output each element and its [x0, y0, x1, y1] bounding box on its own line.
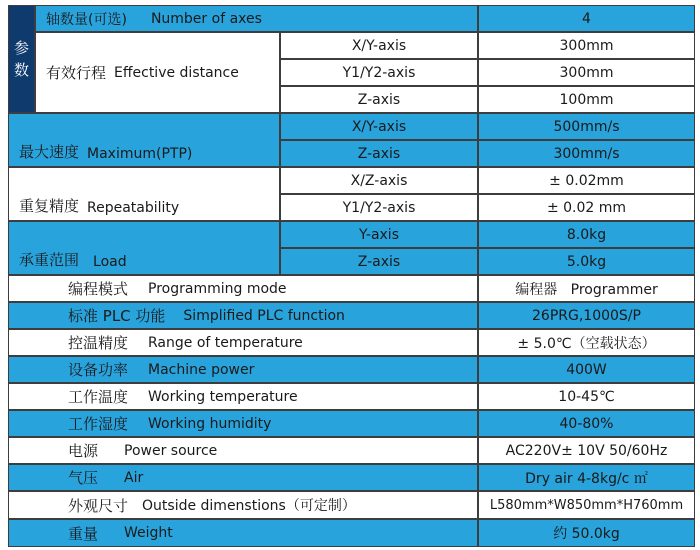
effective-value-3-text: 100mm	[559, 91, 614, 108]
speed-axis-2	[280, 140, 478, 167]
load-axis-2-text: Z-axis	[357, 253, 401, 270]
speed-axis-1	[280, 113, 478, 140]
spec-row-label	[8, 302, 478, 329]
spec-row-label	[8, 437, 478, 464]
repeat-axis-1-text: X/Z-axis	[350, 172, 408, 189]
working-humidity-cn: 工作湿度	[68, 415, 129, 433]
axes-label-en: Number of axes	[150, 10, 262, 27]
load-axis-2	[280, 248, 478, 275]
outside-dimensions-value-text: L580mm*W850mm*H760mm	[489, 497, 684, 513]
spec-row-label	[8, 491, 478, 519]
machine-power-value	[478, 356, 695, 383]
air-value	[478, 464, 695, 491]
effective-axis-3-text: Z-axis	[357, 91, 401, 108]
weight-value-text: 约 50.0kg	[553, 526, 620, 542]
working-temperature-value-text: 10-45℃	[558, 388, 615, 405]
load-label	[8, 221, 280, 275]
effective-axis-1	[280, 32, 478, 59]
speed-label	[8, 113, 280, 167]
temperature-range-value	[478, 329, 695, 356]
load-value-1	[478, 221, 695, 248]
plc-function-value	[478, 302, 695, 329]
air-cn: 气压	[68, 469, 99, 487]
spec-row-label	[8, 410, 478, 437]
weight-value	[478, 519, 695, 547]
spec-row-label	[8, 356, 478, 383]
axes-label-cn: 轴数量(可选)	[46, 11, 127, 28]
outside-dimensions-value	[478, 491, 695, 519]
axes-value	[478, 5, 695, 32]
power-source-en: Power source	[124, 442, 218, 459]
axes-label	[35, 5, 478, 32]
working-temperature-en: Working temperature	[148, 388, 298, 405]
load-value-2-text: 5.0kg	[566, 253, 607, 270]
load-label-cn: 承重范围	[19, 251, 80, 269]
repeat-label-cn: 重复精度	[19, 197, 80, 215]
programming-mode-value	[478, 275, 695, 302]
effective-value-3	[478, 86, 695, 113]
repeat-axis-2	[280, 194, 478, 221]
temperature-range-cn: 控温精度	[68, 334, 129, 352]
outside-dimensions-cn: 外观尺寸	[68, 496, 129, 515]
sidebar-char-2: 数	[13, 61, 29, 79]
weight-en: Weight	[124, 525, 173, 541]
repeat-value-2	[478, 194, 695, 221]
power-source-cn: 电源	[68, 442, 99, 460]
plc-function-en: Simplified PLC function	[183, 307, 345, 324]
working-temperature-value	[478, 383, 695, 410]
speed-label-en: Maximum(PTP)	[87, 146, 193, 162]
plc-function-value-text: 26PRG,1000S/P	[532, 307, 641, 324]
repeat-label-en: Repeatability	[87, 200, 180, 216]
effective-value-1	[478, 32, 695, 59]
load-value-1-text: 8.0kg	[566, 226, 607, 243]
speed-value-1	[478, 113, 695, 140]
repeat-axis-1	[280, 167, 478, 194]
air-value-text: Dry air 4-8kg/c ㎡	[525, 470, 648, 487]
temperature-range-value-text: ± 5.0℃（空载状态）	[517, 335, 656, 352]
speed-axis-1-text: X/Y-axis	[351, 118, 407, 135]
working-temperature-cn: 工作温度	[68, 388, 129, 406]
programming-mode-cn: 编程模式	[68, 280, 129, 298]
spec-row-label	[8, 329, 478, 356]
axes-value-text: 4	[582, 10, 591, 27]
speed-value-2-text: 300mm/s	[553, 145, 620, 162]
outside-dimensions-en: Outside dimenstions（可定制）	[142, 498, 356, 514]
sidebar-char-1: 参	[13, 39, 29, 57]
working-humidity-value-text: 40-80%	[559, 415, 614, 432]
repeat-axis-2-text: Y1/Y2-axis	[342, 199, 416, 216]
spec-row-label	[8, 383, 478, 410]
effective-axis-3	[280, 86, 478, 113]
effective-label	[35, 32, 280, 113]
repeat-value-2-text: ± 0.02 mm	[546, 199, 627, 216]
repeat-value-1-text: ± 0.02mm	[549, 172, 624, 189]
programming-mode-en: Programming mode	[148, 280, 287, 297]
air-en: Air	[124, 469, 144, 486]
spec-row-label	[8, 275, 478, 302]
temperature-range-en: Range of temperature	[148, 334, 303, 351]
repeat-label	[8, 167, 280, 221]
power-source-value	[478, 437, 695, 464]
power-source-value-text: AC220V± 10V 50/60Hz	[505, 442, 668, 459]
spec-row-label	[8, 464, 478, 491]
speed-label-cn: 最大速度	[19, 143, 80, 161]
spec-row-label	[8, 519, 478, 547]
effective-label-cn: 有效行程	[46, 64, 107, 82]
effective-axis-2	[280, 59, 478, 86]
speed-value-2	[478, 140, 695, 167]
effective-label-en: Effective distance	[114, 64, 239, 81]
effective-value-2-text: 300mm	[559, 64, 614, 81]
speed-axis-2-text: Z-axis	[357, 145, 401, 162]
machine-power-value-text: 400W	[566, 361, 607, 378]
plc-function-cn: 标准 PLC 功能	[68, 307, 166, 325]
parameters-sidebar	[8, 5, 35, 113]
effective-value-2	[478, 59, 695, 86]
effective-axis-2-text: Y1/Y2-axis	[342, 64, 416, 81]
speed-value-1-text: 500mm/s	[553, 118, 620, 135]
working-humidity-en: Working humidity	[148, 415, 272, 432]
effective-axis-1-text: X/Y-axis	[351, 37, 407, 54]
effective-value-1-text: 300mm	[559, 37, 614, 54]
repeat-value-1	[478, 167, 695, 194]
machine-power-en: Machine power	[148, 361, 255, 378]
load-axis-1	[280, 221, 478, 248]
machine-power-cn: 设备功率	[68, 361, 129, 379]
spec-table	[8, 5, 695, 547]
programming-mode-value-text: 编程器 Programmer	[515, 281, 658, 298]
working-humidity-value	[478, 410, 695, 437]
load-axis-1-text: Y-axis	[359, 226, 399, 243]
weight-cn: 重量	[68, 524, 99, 543]
load-label-en: Load	[93, 254, 127, 270]
load-value-2	[478, 248, 695, 275]
